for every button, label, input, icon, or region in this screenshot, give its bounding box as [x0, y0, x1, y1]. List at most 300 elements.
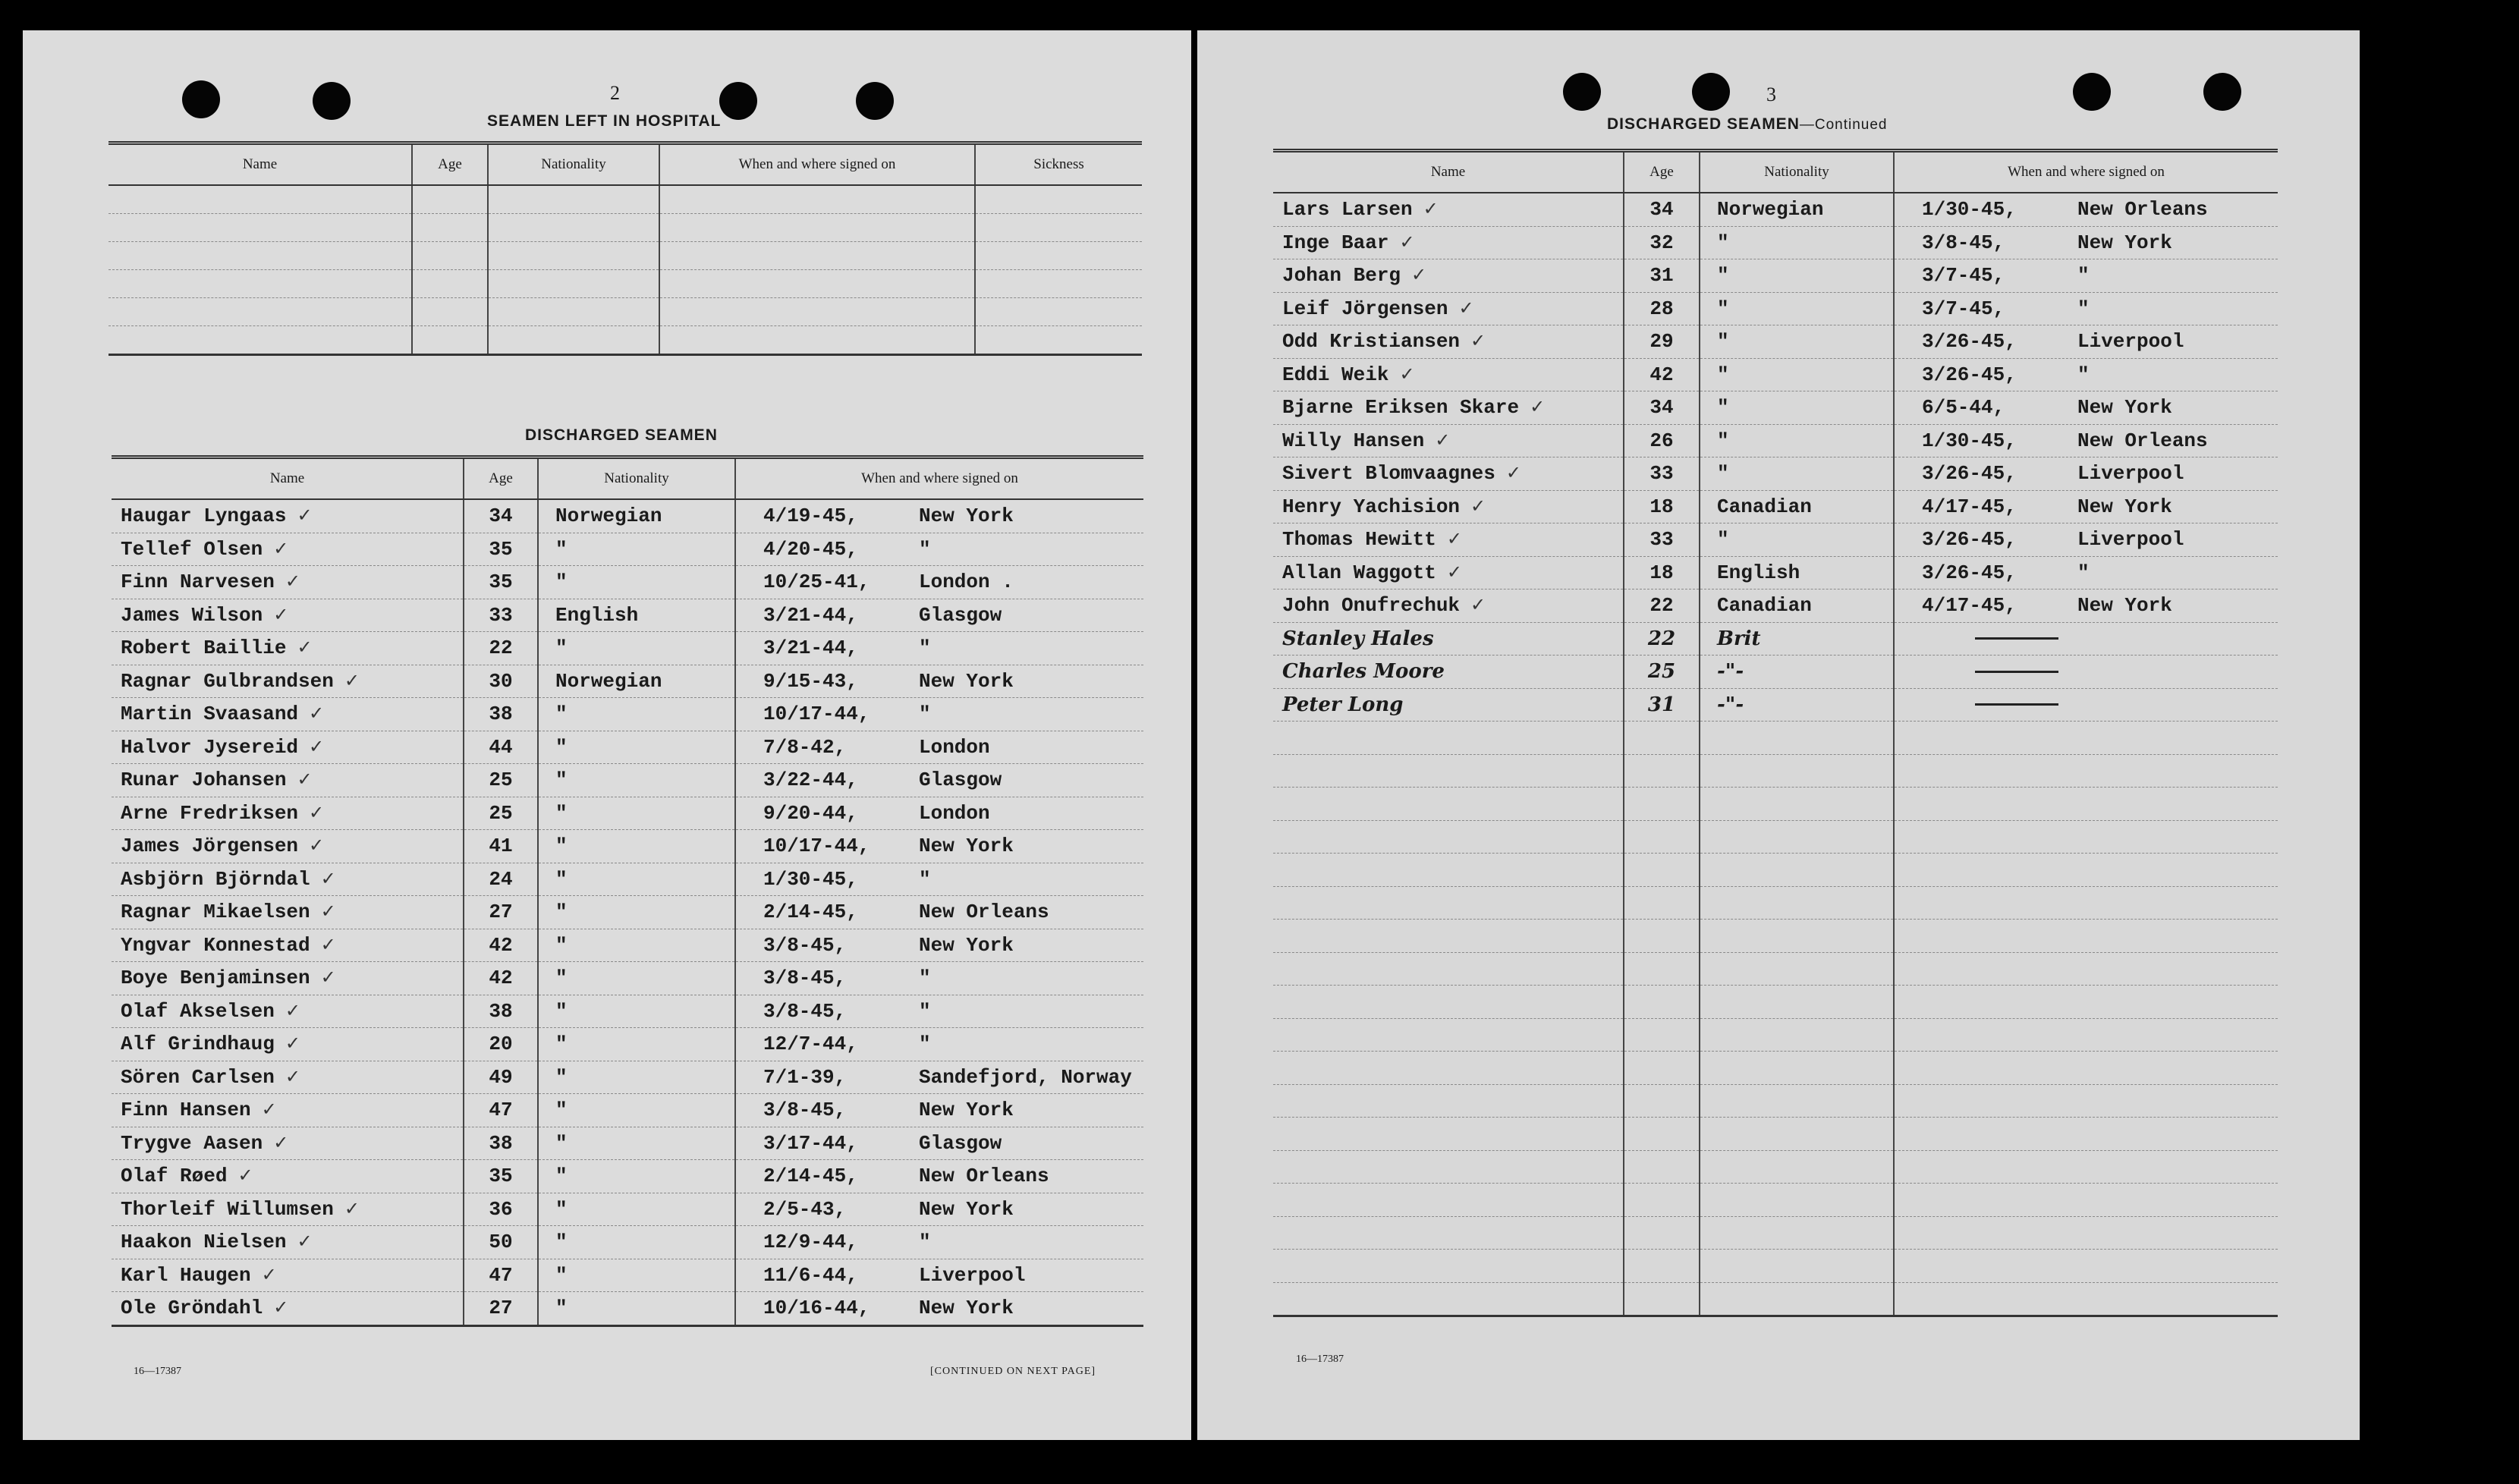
table-row	[112, 1292, 1143, 1326]
signed-date: 1/30-45,	[1922, 198, 2017, 222]
age-cell: 35	[464, 566, 538, 599]
signed-on-cell	[1894, 523, 2278, 557]
empty-cell	[1894, 920, 2278, 953]
nationality-cell: "	[538, 632, 735, 665]
signed-place: New York	[919, 933, 1014, 957]
age-cell: 42	[1624, 358, 1700, 391]
seaman-name: Sivert Blomvaagnes	[1282, 462, 1495, 486]
empty-cell	[1894, 754, 2278, 788]
age-cell: 18	[1624, 556, 1700, 590]
seaman-name-cell	[112, 632, 464, 665]
signed-date: 1/30-45,	[1922, 429, 2017, 452]
empty-cell	[1700, 1282, 1894, 1316]
seaman-name-cell	[1273, 424, 1624, 457]
table-row	[108, 298, 1142, 326]
title-suffix: —Continued	[1799, 117, 1888, 133]
signed-date: 3/26-45,	[1922, 363, 2017, 386]
checkmark-icon: ✓	[1411, 264, 1427, 286]
empty-cell	[1894, 788, 2278, 821]
empty-cell	[108, 270, 412, 298]
empty-cell	[1273, 886, 1624, 920]
empty-cell	[1273, 1282, 1624, 1316]
signed-on-cell	[735, 1193, 1143, 1226]
signed-date: 1/30-45,	[763, 867, 858, 891]
signed-place: "	[919, 1033, 931, 1056]
seaman-name-cell	[112, 698, 464, 731]
nationality-cell: "	[538, 1259, 735, 1292]
checkmark-icon: ✓	[309, 801, 325, 823]
nationality-cell: "	[538, 1292, 735, 1326]
signed-on-cell	[1894, 457, 2278, 491]
empty-cell	[412, 298, 488, 326]
signed-date: 10/25-41,	[763, 571, 870, 594]
table-row	[112, 1193, 1143, 1226]
signed-on-cell	[735, 499, 1143, 533]
age-cell: 35	[464, 1160, 538, 1193]
signed-date: 2/5-43,	[763, 1197, 847, 1221]
empty-cell	[1273, 1118, 1624, 1151]
empty-cell	[1700, 1150, 1894, 1184]
age-cell: 36	[464, 1193, 538, 1226]
signed-on-cell	[735, 1127, 1143, 1160]
table-row	[112, 499, 1143, 533]
nationality-cell: "	[538, 1193, 735, 1226]
seaman-name: Eddi Weik	[1282, 363, 1389, 386]
table-row	[1273, 259, 2278, 293]
age-cell: 25	[464, 764, 538, 797]
empty-cell	[1273, 1250, 1624, 1283]
empty-cell	[1624, 1216, 1700, 1250]
table-row	[1273, 193, 2278, 226]
handwritten-name: Charles Moore	[1273, 656, 1624, 689]
table-row	[112, 764, 1143, 797]
signed-place: New Orleans	[2077, 198, 2208, 222]
column-header: When and where signed on	[659, 143, 975, 186]
column-header: Name	[112, 457, 464, 500]
age-cell: 27	[464, 896, 538, 929]
seaman-name: Thorleif Willumsen	[121, 1197, 334, 1221]
signed-place: Liverpool	[919, 1263, 1026, 1287]
table-row	[1273, 1216, 2278, 1250]
empty-cell	[1624, 1118, 1700, 1151]
checkmark-icon: ✓	[1530, 396, 1546, 418]
signed-on-cell	[735, 797, 1143, 830]
column-header: Nationality	[488, 143, 659, 186]
empty-cell	[1894, 1018, 2278, 1052]
nationality-cell: "	[538, 1160, 735, 1193]
column-header: Age	[412, 143, 488, 186]
seaman-name-cell	[112, 533, 464, 566]
seaman-name: Karl Haugen	[121, 1263, 251, 1287]
handwritten-age: 31	[1624, 688, 1700, 722]
signed-place: New York	[919, 1297, 1014, 1320]
seaman-name-cell	[112, 1193, 464, 1226]
table-row	[1273, 952, 2278, 986]
seaman-name: Bjarne Eriksen Skare	[1282, 396, 1520, 420]
checkmark-icon: ✓	[285, 999, 300, 1021]
signed-place: New York	[2077, 231, 2172, 254]
table-row	[112, 863, 1143, 896]
table-row	[1273, 391, 2278, 425]
table-row	[1273, 490, 2278, 523]
seaman-name-cell	[112, 1226, 464, 1259]
empty-cell	[1273, 1018, 1624, 1052]
signed-on-cell	[1894, 556, 2278, 590]
seaman-name: Leif Jörgensen	[1282, 297, 1448, 320]
signed-on-cell	[735, 995, 1143, 1028]
handwritten-row	[1273, 688, 2278, 722]
signed-on-cell	[735, 896, 1143, 929]
empty-cell	[659, 185, 975, 214]
signed-on-cell	[1894, 490, 2278, 523]
signed-date: 10/16-44,	[763, 1297, 870, 1320]
seaman-name: Sören Carlsen	[121, 1065, 275, 1089]
seaman-name: Boye Benjaminsen	[121, 967, 310, 990]
nationality-cell: "	[538, 1061, 735, 1094]
age-cell: 42	[464, 962, 538, 995]
empty-cell	[1273, 952, 1624, 986]
seaman-name: Asbjörn Björndal	[121, 867, 310, 891]
age-cell: 33	[1624, 523, 1700, 557]
table-row	[1273, 556, 2278, 590]
empty-cell	[412, 326, 488, 355]
handwritten-row	[1273, 622, 2278, 656]
signed-on-cell	[735, 1226, 1143, 1259]
punch-hole	[2203, 73, 2241, 111]
empty-cell	[1700, 1216, 1894, 1250]
signed-date: 3/26-45,	[1922, 330, 2017, 354]
column-header: Age	[464, 457, 538, 500]
empty-cell	[1624, 854, 1700, 887]
seaman-name: Thomas Hewitt	[1282, 528, 1436, 552]
nationality-cell: "	[538, 1226, 735, 1259]
empty-cell	[1273, 722, 1624, 755]
signed-on-cell	[1894, 226, 2278, 259]
empty-cell	[1700, 1118, 1894, 1151]
empty-cell	[1700, 920, 1894, 953]
empty-cell	[1894, 886, 2278, 920]
empty-cell	[1624, 754, 1700, 788]
column-header: Name	[108, 143, 412, 186]
handwritten-dash	[1975, 671, 2058, 673]
nationality-cell: "	[1700, 424, 1894, 457]
empty-cell	[1624, 952, 1700, 986]
empty-cell	[1273, 788, 1624, 821]
checkmark-icon: ✓	[1399, 363, 1415, 385]
nationality-cell: "	[538, 1094, 735, 1127]
checkmark-icon: ✓	[344, 669, 360, 691]
signed-place: Liverpool	[2077, 462, 2184, 486]
signed-on-cell	[735, 1292, 1143, 1326]
seaman-name: Olaf Akselsen	[121, 999, 275, 1023]
checkmark-icon: ✓	[320, 867, 336, 889]
empty-cell	[1700, 1184, 1894, 1217]
table-row	[112, 731, 1143, 764]
page-number: 2	[610, 82, 620, 104]
signed-date: 10/17-44,	[763, 835, 870, 858]
nationality-cell: "	[538, 863, 735, 896]
nationality-cell: "	[538, 896, 735, 929]
table-row	[112, 797, 1143, 830]
signed-date: 6/5-44,	[1922, 396, 2005, 420]
seaman-name-cell	[1273, 259, 1624, 293]
empty-cell	[108, 298, 412, 326]
seaman-name-cell	[1273, 590, 1624, 623]
empty-cell	[1273, 820, 1624, 854]
checkmark-icon: ✓	[320, 933, 336, 955]
age-cell: 49	[464, 1061, 538, 1094]
seaman-name-cell	[112, 764, 464, 797]
empty-cell	[1273, 1052, 1624, 1085]
punch-hole	[856, 82, 894, 120]
signed-on-cell	[1894, 424, 2278, 457]
signed-place: New York	[2077, 594, 2172, 618]
table-row	[112, 896, 1143, 929]
seaman-name-cell	[112, 1061, 464, 1094]
seaman-name-cell	[112, 863, 464, 896]
signed-date: 3/26-45,	[1922, 561, 2017, 584]
signed-on-cell	[1894, 259, 2278, 293]
table-row	[1273, 424, 2278, 457]
age-cell: 35	[464, 533, 538, 566]
checkmark-icon: ✓	[1423, 198, 1439, 220]
seaman-name-cell	[112, 995, 464, 1028]
empty-cell	[1624, 1150, 1700, 1184]
table-row	[1273, 1282, 2278, 1316]
age-cell: 30	[464, 665, 538, 698]
age-cell: 34	[1624, 193, 1700, 226]
signed-place: New York	[919, 505, 1014, 528]
empty-cell	[1894, 1052, 2278, 1085]
empty-cell	[1624, 820, 1700, 854]
empty-cell	[1273, 1184, 1624, 1217]
signed-place: New Orleans	[919, 1165, 1049, 1188]
age-cell: 41	[464, 830, 538, 863]
empty-cell	[1894, 952, 2278, 986]
column-header: When and where signed on	[735, 457, 1143, 500]
table-row	[1273, 886, 2278, 920]
signed-on-cell	[1894, 688, 2278, 722]
signed-on-cell	[1894, 325, 2278, 359]
age-cell: 25	[464, 797, 538, 830]
seaman-name-cell	[1273, 391, 1624, 425]
nationality-cell: "	[1700, 457, 1894, 491]
seaman-name: Alf Grindhaug	[121, 1033, 275, 1056]
signed-place: "	[2077, 297, 2090, 320]
nationality-cell: Canadian	[1700, 590, 1894, 623]
signed-on-cell	[1894, 193, 2278, 226]
table-row	[1273, 722, 2278, 755]
empty-cell	[1700, 986, 1894, 1019]
checkmark-icon: ✓	[261, 1263, 277, 1285]
empty-cell	[1273, 920, 1624, 953]
seaman-name: Allan Waggott	[1282, 561, 1436, 584]
checkmark-icon: ✓	[1470, 330, 1486, 352]
signed-place: "	[2077, 363, 2090, 386]
table-row	[112, 1160, 1143, 1193]
signed-place: New York	[919, 1197, 1014, 1221]
checkmark-icon: ✓	[1458, 297, 1474, 319]
seaman-name: Inge Baar	[1282, 231, 1389, 254]
empty-cell	[975, 270, 1142, 298]
empty-cell	[1624, 1052, 1700, 1085]
signed-date: 2/14-45,	[763, 1165, 858, 1188]
signed-date: 7/8-42,	[763, 735, 847, 759]
empty-cell	[1700, 788, 1894, 821]
table-row	[112, 599, 1143, 632]
seaman-name: John Onufrechuk	[1282, 594, 1461, 618]
form-code: 16—17387	[134, 1366, 181, 1377]
seaman-name-cell	[112, 499, 464, 533]
signed-on-cell	[1894, 391, 2278, 425]
nationality-cell: Canadian	[1700, 490, 1894, 523]
nationality-cell: "	[538, 1127, 735, 1160]
signed-date: 3/8-45,	[763, 999, 847, 1023]
empty-cell	[1700, 1084, 1894, 1118]
table-row	[1273, 226, 2278, 259]
table-row	[112, 830, 1143, 863]
signed-place: "	[919, 967, 931, 990]
empty-cell	[488, 298, 659, 326]
empty-cell	[108, 326, 412, 355]
discharged-section-title: DISCHARGED SEAMEN	[525, 426, 718, 444]
signed-date: 3/17-44,	[763, 1131, 858, 1155]
handwritten-name: Stanley Hales	[1273, 622, 1624, 656]
discharged-continued-table	[1273, 149, 2278, 1317]
signed-date: 9/20-44,	[763, 801, 858, 825]
empty-cell	[1700, 820, 1894, 854]
table-row	[112, 1061, 1143, 1094]
empty-cell	[1894, 854, 2278, 887]
discharged-continued-title	[1607, 115, 1887, 134]
signed-on-cell	[735, 764, 1143, 797]
empty-cell	[1624, 886, 1700, 920]
column-header: Nationality	[538, 457, 735, 500]
signed-place: New York	[919, 1099, 1014, 1122]
empty-cell	[1700, 886, 1894, 920]
signed-place: New Orleans	[2077, 429, 2208, 452]
seaman-name-cell	[112, 896, 464, 929]
checkmark-icon: ✓	[261, 1099, 277, 1121]
age-cell: 50	[464, 1226, 538, 1259]
signed-on-cell	[735, 1160, 1143, 1193]
nationality-cell: "	[538, 797, 735, 830]
table-row	[112, 533, 1143, 566]
nationality-cell: "	[538, 830, 735, 863]
seaman-name: Finn Narvesen	[121, 571, 275, 594]
table-row	[1273, 1150, 2278, 1184]
empty-cell	[1273, 754, 1624, 788]
signed-date: 3/8-45,	[763, 933, 847, 957]
signed-date: 3/8-45,	[763, 1099, 847, 1122]
handwritten-nationality: Brit	[1700, 622, 1894, 656]
empty-cell	[412, 270, 488, 298]
seaman-name: Arne Fredriksen	[121, 801, 299, 825]
empty-cell	[975, 326, 1142, 355]
empty-cell	[1700, 854, 1894, 887]
empty-cell	[108, 242, 412, 270]
signed-place: "	[2077, 561, 2090, 584]
empty-cell	[108, 185, 412, 214]
empty-cell	[1624, 1250, 1700, 1283]
handwritten-row	[1273, 656, 2278, 689]
table-row	[112, 962, 1143, 995]
table-row	[112, 1226, 1143, 1259]
seaman-name: Trygve Aasen	[121, 1131, 263, 1155]
signed-date: 12/9-44,	[763, 1231, 858, 1254]
signed-date: 3/26-45,	[1922, 528, 2017, 552]
seaman-name-cell	[112, 1292, 464, 1326]
table-row	[112, 995, 1143, 1028]
seaman-name: Haugar Lyngaas	[121, 505, 287, 528]
seaman-name-cell	[1273, 292, 1624, 325]
signed-place: Sandefjord, Norway	[919, 1065, 1132, 1089]
seaman-name-cell	[112, 1259, 464, 1292]
signed-on-cell	[735, 632, 1143, 665]
signed-on-cell	[735, 665, 1143, 698]
seaman-name: Tellef Olsen	[121, 537, 263, 561]
checkmark-icon: ✓	[1505, 462, 1521, 484]
signed-date: 3/26-45,	[1922, 462, 2017, 486]
table-row	[1273, 1118, 2278, 1151]
nationality-cell: Norwegian	[1700, 193, 1894, 226]
table-row	[1273, 457, 2278, 491]
table-row	[108, 270, 1142, 298]
punch-hole	[719, 82, 757, 120]
table-row	[112, 1259, 1143, 1292]
signed-place: New York	[2077, 396, 2172, 420]
table-row	[112, 929, 1143, 962]
checkmark-icon: ✓	[1470, 495, 1486, 517]
checkmark-icon: ✓	[297, 769, 313, 791]
table-row	[112, 698, 1143, 731]
handwritten-nationality: -"-	[1700, 656, 1894, 689]
empty-cell	[1624, 788, 1700, 821]
empty-cell	[1894, 722, 2278, 755]
signed-date: 2/14-45,	[763, 901, 858, 924]
empty-cell	[1894, 1118, 2278, 1151]
nationality-cell: "	[538, 566, 735, 599]
empty-cell	[412, 242, 488, 270]
age-cell: 24	[464, 863, 538, 896]
checkmark-icon: ✓	[237, 1165, 253, 1187]
checkmark-icon: ✓	[285, 571, 300, 593]
age-cell: 26	[1624, 424, 1700, 457]
seaman-name: Henry Yachision	[1282, 495, 1461, 518]
seaman-name: Finn Hansen	[121, 1099, 251, 1122]
signed-place: "	[919, 999, 931, 1023]
seaman-name-cell	[1273, 193, 1624, 226]
seaman-name: Ole Gröndahl	[121, 1297, 263, 1320]
nationality-cell: "	[1700, 292, 1894, 325]
nationality-cell: Norwegian	[538, 499, 735, 533]
signed-on-cell	[735, 599, 1143, 632]
signed-on-cell	[1894, 656, 2278, 689]
seaman-name: Robert Baillie	[121, 637, 287, 660]
signed-on-cell	[735, 1061, 1143, 1094]
checkmark-icon: ✓	[1399, 231, 1415, 253]
empty-cell	[1700, 1250, 1894, 1283]
checkmark-icon: ✓	[309, 735, 325, 757]
checkmark-icon: ✓	[273, 603, 289, 625]
seaman-name-cell	[1273, 226, 1624, 259]
signed-place: New Orleans	[919, 901, 1049, 924]
empty-cell	[1273, 1216, 1624, 1250]
signed-place: Liverpool	[2077, 528, 2184, 552]
signed-place: New York	[2077, 495, 2172, 518]
seaman-name-cell	[112, 566, 464, 599]
table-row	[112, 1094, 1143, 1127]
